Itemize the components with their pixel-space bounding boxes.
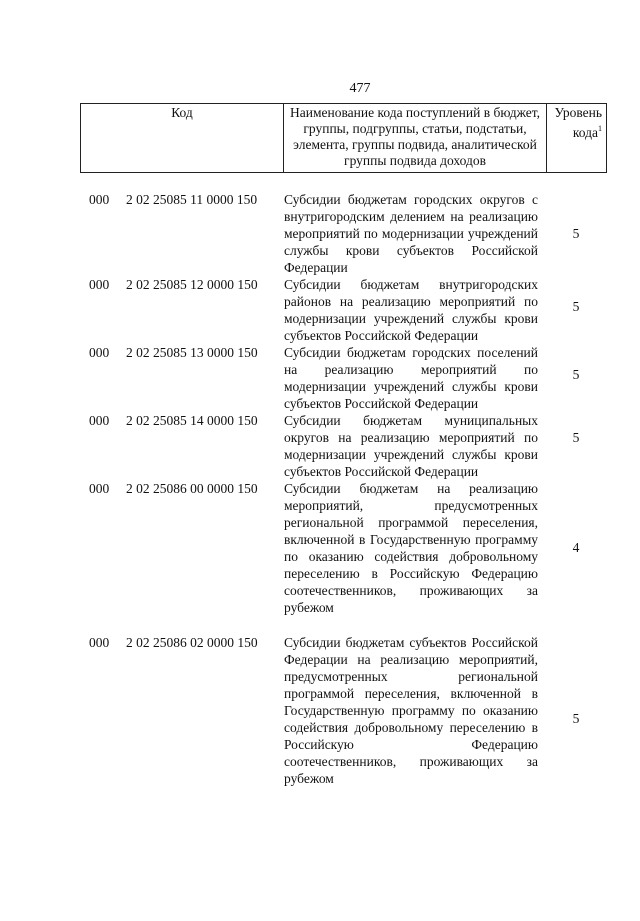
table-row: [0, 276, 640, 344]
footnote-marker: 1: [598, 124, 602, 133]
row-admin-code: 000: [89, 635, 110, 650]
row-level: 5: [572, 299, 580, 314]
page-number: 477: [349, 81, 371, 96]
row-admin-code: 000: [89, 192, 110, 207]
row-admin-code: 000: [89, 413, 110, 428]
row-level: 4: [572, 540, 580, 555]
row-level: 5: [572, 430, 580, 445]
revenue-code-list: [0, 191, 640, 804]
row-revenue-name: Субсидии бюджетам внутригородских районов на реализацию мероприятий по модернизации учреждений службы крови субъектов Российской Федерации: [284, 277, 538, 343]
row-revenue-code: 2 02 25086 00 0000 150: [126, 481, 258, 496]
table-header: [80, 103, 607, 173]
table-row: [0, 191, 640, 276]
row-level: 5: [572, 711, 580, 726]
column-header-name: Наименование кода поступлений в бюджет, группы, подгруппы, статьи, подстатьи, элемента, группы подвида, аналитической группы подвида доходов: [284, 104, 547, 173]
column-header-level-label: Уровень кода: [554, 105, 602, 140]
table-row: [0, 634, 640, 804]
row-revenue-name: Субсидии бюджетам муниципальных округов на реализацию мероприятий по модернизации учреждений службы крови субъектов Российской Федерации: [284, 413, 538, 479]
row-revenue-code: 2 02 25085 11 0000 150: [126, 192, 258, 207]
row-revenue-name: Субсидии бюджетам на реализацию мероприятий, предусмотренных региональной программой переселения, включенной в Государственную программу по оказанию содействия добровольному переселению в Российскую Федерацию соотечественников, проживающих за рубежом: [284, 481, 538, 615]
row-revenue-name: Субсидии бюджетам городских поселений на реализацию мероприятий по модернизации учреждений службы крови субъектов Российской Федерации: [284, 345, 538, 411]
table-row: [0, 480, 640, 634]
row-revenue-code: 2 02 25085 12 0000 150: [126, 277, 258, 292]
column-header-code: Код: [81, 104, 284, 173]
row-revenue-code: 2 02 25085 13 0000 150: [126, 345, 258, 360]
row-level: 5: [572, 367, 580, 382]
row-revenue-code: 2 02 25085 14 0000 150: [126, 413, 258, 428]
table-row: [0, 412, 640, 480]
row-revenue-name: Субсидии бюджетам городских округов с внутригородским делением на реализацию мероприятий по модернизации учреждений службы крови субъектов Российской Федерации: [284, 192, 538, 275]
row-level: 5: [572, 226, 580, 241]
row-admin-code: 000: [89, 345, 110, 360]
column-header-level: [547, 104, 607, 173]
row-admin-code: 000: [89, 481, 110, 496]
row-admin-code: 000: [89, 277, 110, 292]
table-row: [0, 344, 640, 412]
row-revenue-code: 2 02 25086 02 0000 150: [126, 635, 258, 650]
row-revenue-name: Субсидии бюджетам субъектов Российской Федерации на реализацию мероприятий, предусмотренных региональной программой переселения, включенной в Государственную программу по оказанию содействия добровольному переселению в Российскую Федерацию соотечественников, проживающих за рубежом: [284, 635, 538, 786]
